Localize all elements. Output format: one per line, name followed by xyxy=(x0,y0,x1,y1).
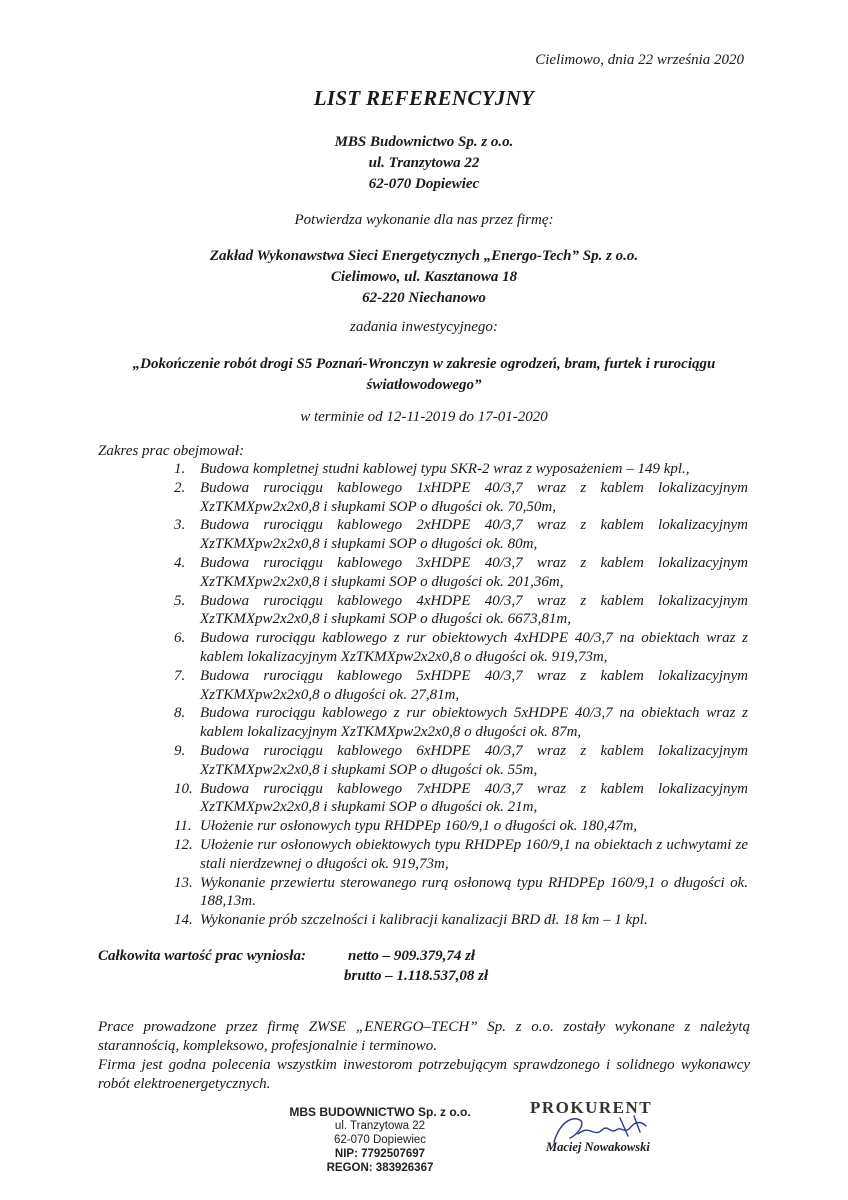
item-number: 3. xyxy=(174,517,186,534)
item-number: 2. xyxy=(174,479,186,496)
item-text: Budowa rurociągu kablowego z rur obiektowych 4xHDPE 40/3,7 na obiektach wraz z kablem lokalizacyjnym XzTKMXpw2x2x0,8 o długości ok. 919,73m, xyxy=(200,630,748,665)
list-item xyxy=(98,479,748,517)
item-number: 6. xyxy=(174,630,186,647)
confirm-text: Potwierdza wykonanie dla nas przez firmę: xyxy=(294,212,554,228)
item-text: Budowa kompletnej studni kablowej typu SKR-2 wraz z wyposażeniem – 149 kpl., xyxy=(200,461,690,477)
item-number: 8. xyxy=(174,705,186,722)
item-number: 7. xyxy=(174,667,186,684)
total-brutto: brutto – 1.118.537,08 zł xyxy=(344,968,489,984)
item-text: Wykonanie przewiertu sterowanego rurą osłonową typu RHDPEp 160/9,1 o długości ok. 188,13m. xyxy=(200,874,748,910)
stamp-firm: MBS BUDOWNICTWO Sp. z o.o. xyxy=(289,1105,471,1119)
item-number: 11. xyxy=(174,818,192,835)
item-number: 9. xyxy=(174,742,186,759)
list-item xyxy=(98,460,748,479)
total-label: Całkowita wartość prac wyniosła: xyxy=(98,948,306,964)
issuer-city: 62-070 Dopiewiec xyxy=(368,176,480,192)
stamp-street: ul. Tranzytowa 22 xyxy=(334,1120,426,1132)
stamp-nip: NIP: 7792507697 xyxy=(334,1148,426,1160)
list-item xyxy=(98,554,748,592)
item-text: Budowa rurociągu kablowego 3xHDPE 40/3,7 wraz z kablem lokalizacyjnym XzTKMXpw2x2x0,8 i słupkami SOP o długości ok. 201,36m, xyxy=(200,554,748,590)
signature-title: PROKURENT xyxy=(530,1098,653,1117)
works-list xyxy=(98,460,748,930)
closing-text xyxy=(98,1018,750,1094)
item-number: 14. xyxy=(174,912,193,929)
issuer-address xyxy=(60,132,788,195)
item-number: 1. xyxy=(174,461,186,477)
list-item xyxy=(98,629,748,667)
signatory-name: Maciej Nowakowski xyxy=(546,1140,650,1154)
list-item xyxy=(98,704,748,742)
signature-block xyxy=(530,1098,690,1154)
item-text: Ułożenie rur osłonowych typu RHDPEp 160/9,1 o długości ok. 180,47m, xyxy=(200,818,638,835)
item-number: 13. xyxy=(174,874,193,891)
stamp-regon: REGON: 383926367 xyxy=(326,1162,434,1174)
list-item xyxy=(98,592,748,630)
contractor-city: 62-220 Niechanowo xyxy=(362,290,486,306)
letter-date: Cielimowo, dnia 22 września 2020 xyxy=(535,52,744,68)
term: w terminie od 12-11-2019 do 17-01-2020 xyxy=(300,409,548,425)
task-label: zadania inwestycyjnego: xyxy=(350,319,498,335)
closing-paragraph: Prace prowadzone przez firmę ZWSE „ENERGO–TECH” Sp. z o.o. zostały wykonane z należytą starannością, kompleksowo, profesjonalnie i terminowo. xyxy=(98,1019,750,1054)
closing-paragraph: Firma jest godna polecenia wszystkim inwestorom potrzebującym sprawdzonego i solidnego wykonawcy robót elektroenergetycznych. xyxy=(98,1057,750,1092)
letter-title: LIST REFERENCYJNY xyxy=(313,86,535,110)
scope-label: Zakres prac obejmował: xyxy=(98,443,245,459)
company-stamp xyxy=(275,1105,485,1175)
item-number: 10. xyxy=(174,780,193,797)
item-text: Budowa rurociągu kablowego 2xHDPE 40/3,7 wraz z kablem lokalizacyjnym XzTKMXpw2x2x0,8 i słupkami SOP o długości ok. 80m, xyxy=(200,517,748,553)
project-name: „Dokończenie robót drogi S5 Poznań-Wronczyn w zakresie ogrodzeń, bram, furtek i rurociągu światłowodowego” xyxy=(132,356,716,393)
issuer-name: MBS Budownictwo Sp. z o.o. xyxy=(334,134,514,150)
item-number: 12. xyxy=(174,836,193,853)
list-item xyxy=(98,874,748,912)
item-text: Ułożenie rur osłonowych obiektowych typu RHDPEp 160/9,1 na obiektach z uchwytami ze stali nierdzewnej o długości ok. 919,73m, xyxy=(200,836,748,872)
item-text: Budowa rurociągu kablowego z rur obiektowych 5xHDPE 40/3,7 na obiektach wraz z kablem lokalizacyjnym XzTKMXpw2x2x0,8 o długości ok. 87m, xyxy=(200,705,748,741)
contractor-address xyxy=(60,246,788,309)
item-text: Wykonanie prób szczelności i kalibracji kanalizacji BRD dł. 18 km – 1 kpl. xyxy=(200,912,648,929)
list-item xyxy=(98,911,748,930)
item-text: Budowa rurociągu kablowego 1xHDPE 40/3,7 wraz z kablem lokalizacyjnym XzTKMXpw2x2x0,8 i słupkami SOP o długości ok. 70,50m, xyxy=(200,479,748,515)
list-item xyxy=(98,667,748,705)
list-item xyxy=(98,516,748,554)
item-text: Budowa rurociągu kablowego 6xHDPE 40/3,7 wraz z kablem lokalizacyjnym XzTKMXpw2x2x0,8 i słupkami SOP o długości ok. 55m, xyxy=(200,742,748,778)
stamp-city: 62-070 Dopiewiec xyxy=(333,1134,427,1146)
total-netto: netto – 909.379,74 zł xyxy=(348,948,476,964)
contractor-street: Cielimowo, ul. Kasztanowa 18 xyxy=(330,269,518,285)
list-item xyxy=(98,836,748,874)
contractor-name: Zakład Wykonawstwa Sieci Energetycznych „Energo-Tech” Sp. z o.o. xyxy=(209,248,639,264)
item-text: Budowa rurociągu kablowego 4xHDPE 40/3,7 wraz z kablem lokalizacyjnym XzTKMXpw2x2x0,8 i słupkami SOP o długości ok. 6673,81m, xyxy=(200,592,748,628)
list-item xyxy=(98,742,748,780)
list-item xyxy=(98,817,748,836)
item-text: Budowa rurociągu kablowego 7xHDPE 40/3,7 wraz z kablem lokalizacyjnym XzTKMXpw2x2x0,8 i słupkami SOP o długości ok. 21m, xyxy=(200,780,748,816)
item-number: 4. xyxy=(174,554,186,571)
item-number: 5. xyxy=(174,592,186,609)
item-text: Budowa rurociągu kablowego 5xHDPE 40/3,7 wraz z kablem lokalizacyjnym XzTKMXpw2x2x0,8 o długości ok. 27,81m, xyxy=(200,667,748,703)
issuer-street: ul. Tranzytowa 22 xyxy=(368,155,480,171)
list-item xyxy=(98,780,748,818)
